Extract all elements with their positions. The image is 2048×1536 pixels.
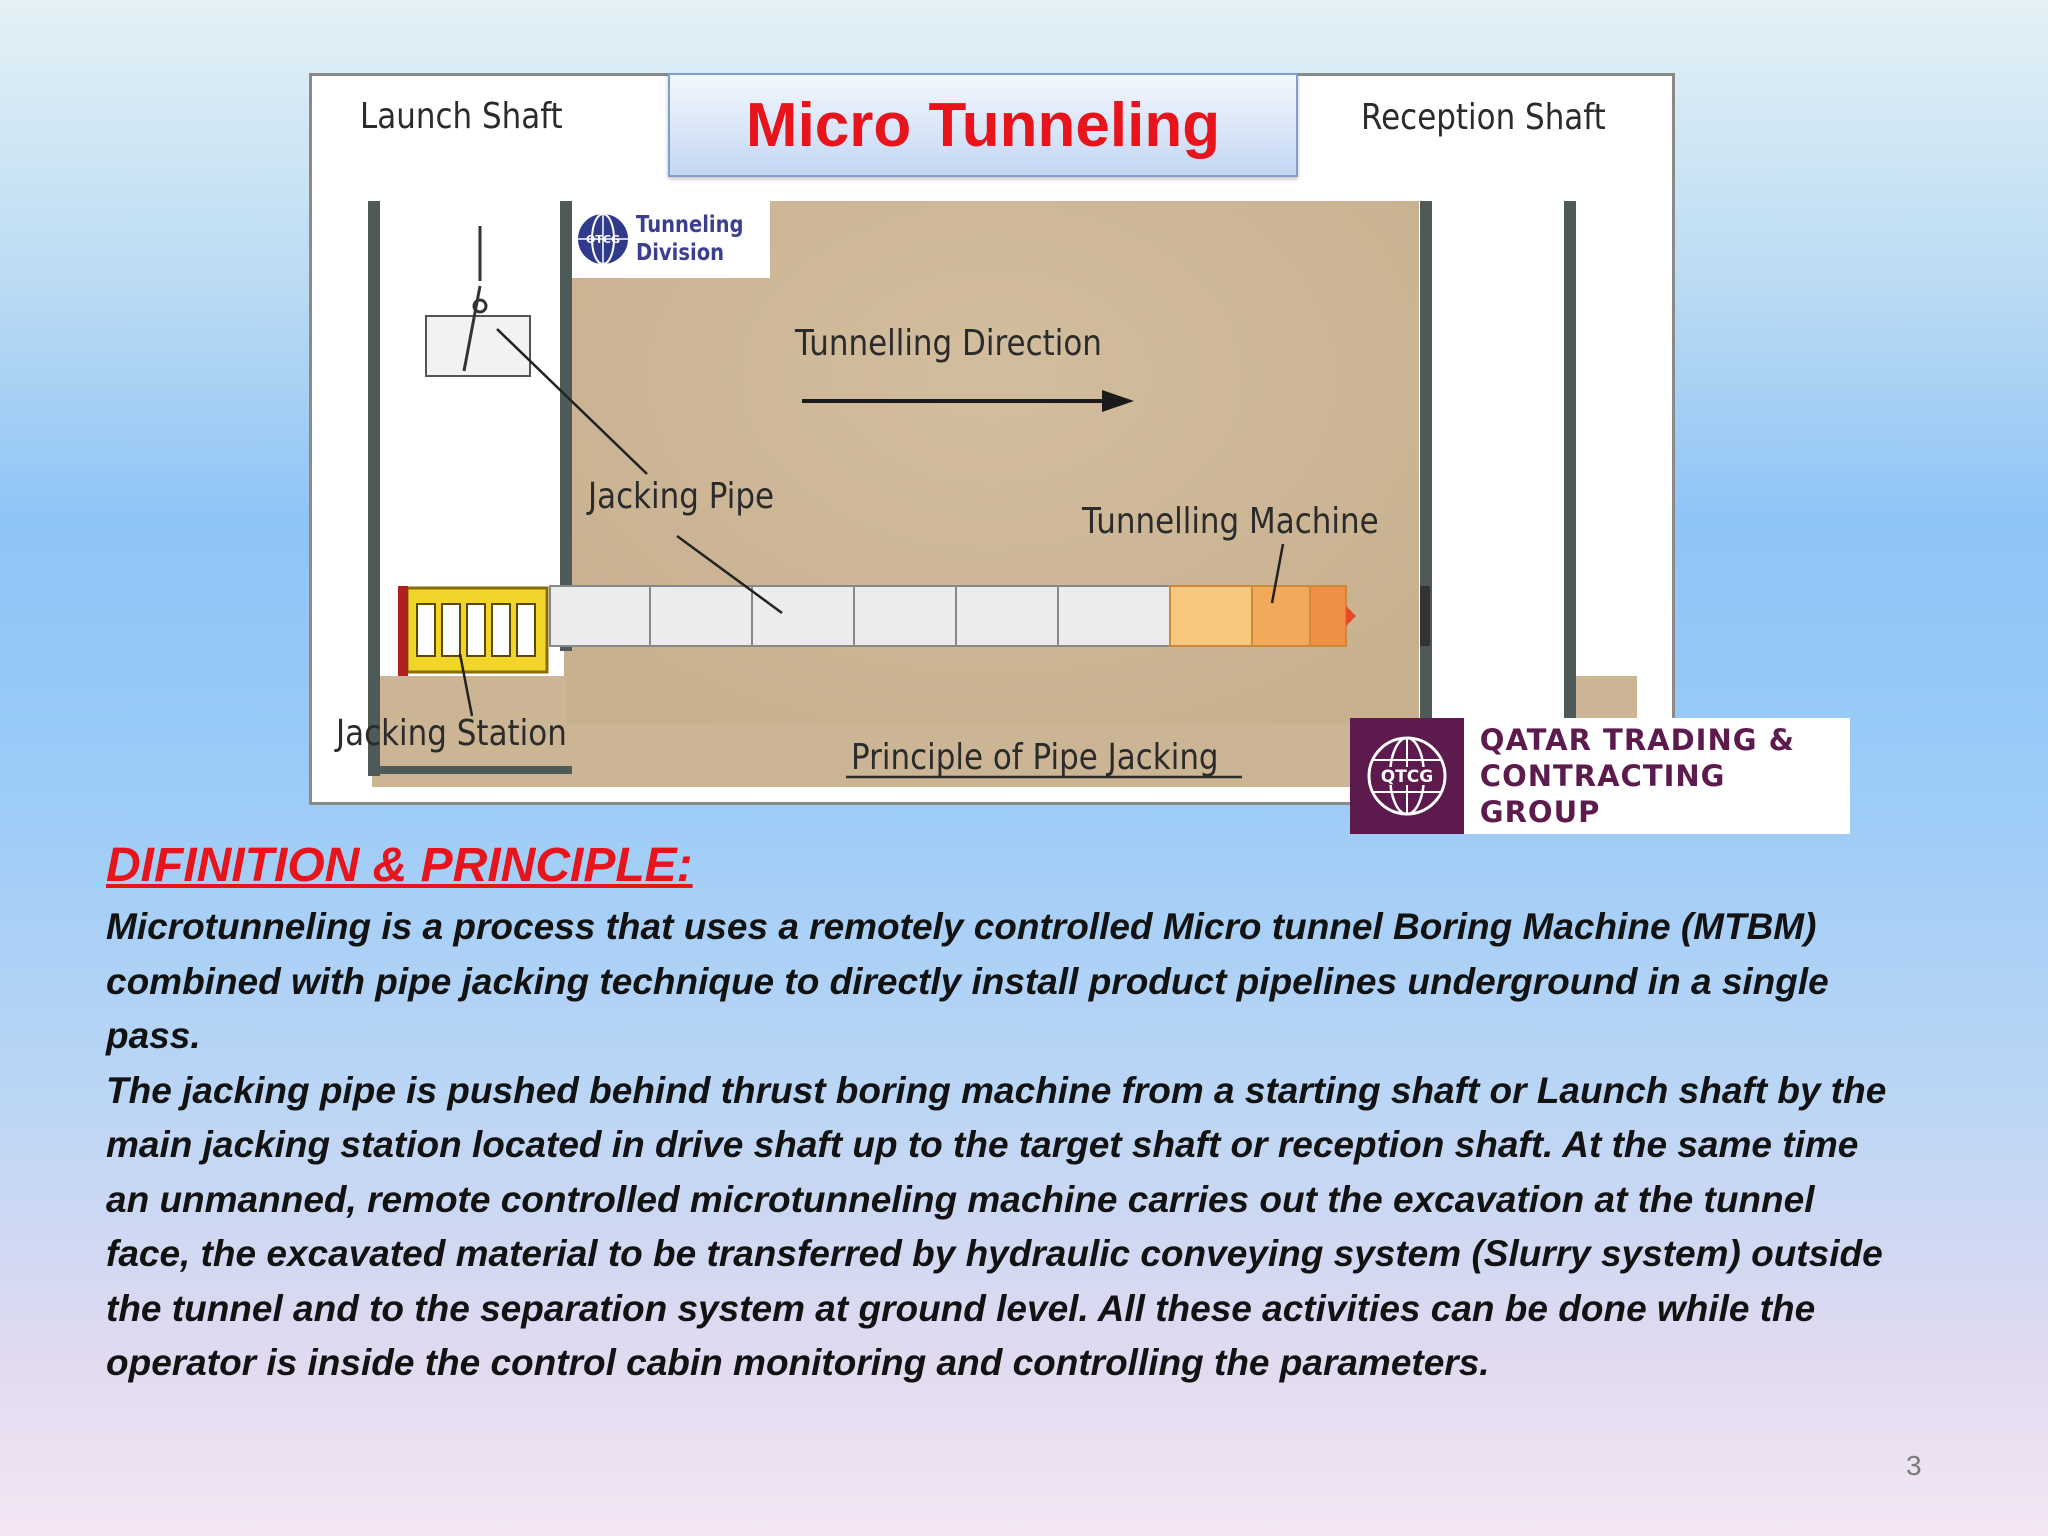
slide-title-box bbox=[668, 73, 1298, 177]
company-logo-line1: QATAR TRADING & bbox=[1479, 723, 1795, 757]
definition-heading: DIFINITION & PRINCIPLE: bbox=[106, 839, 693, 892]
pipe-jacking-diagram bbox=[309, 73, 1675, 805]
diagram-caption: Principle of Pipe Jacking bbox=[851, 737, 1219, 778]
definition-body bbox=[106, 900, 1906, 1391]
company-logo-square bbox=[1350, 718, 1464, 834]
division-logo-line2: Division bbox=[636, 240, 725, 266]
jacking-station-label: Jacking Station bbox=[336, 713, 567, 754]
division-logo-globe-text: QTCG bbox=[586, 233, 620, 246]
company-logo-line2: CONTRACTING GROUP bbox=[1479, 759, 1726, 829]
company-logo bbox=[1350, 718, 1850, 834]
tunnelling-machine bbox=[1170, 586, 1356, 646]
reception-shaft-label: Reception Shaft bbox=[1361, 97, 1606, 138]
company-logo-text bbox=[1480, 722, 1850, 830]
reception-shaft-right-wall bbox=[1564, 201, 1576, 776]
launch-shaft-label: Launch Shaft bbox=[360, 96, 563, 137]
definition-paragraph-1: Microtunneling is a process that uses a remotely controlled Micro tunnel Boring Machine (MTBM) combined with pipe jacking technique to directly install product pipelines underground in a single pass. bbox=[106, 906, 1829, 1056]
division-logo-text bbox=[636, 211, 744, 267]
definition-paragraph-2: The jacking pipe is pushed behind thrust boring machine from a starting shaft or Launch shaft by the main jacking station located in drive shaft up to the target shaft or reception shaft. At the same time an unmanned, remote controlled microtunneling machine carries out the excavation at the tunnel face, the excavated material to be transferred by hydraulic conveying system (Slurry system) outside the tunnel and to the separation system at ground level. All these activities can be done while the operator is inside the control cabin monitoring and controlling the parameters. bbox=[106, 1069, 1887, 1383]
jacking-pipe-string bbox=[550, 586, 1170, 646]
launch-shaft-right-wall bbox=[560, 201, 572, 651]
globe-icon bbox=[576, 212, 630, 266]
division-logo-line1: Tunneling bbox=[636, 212, 744, 238]
slide-title: Micro Tunneling bbox=[745, 90, 1221, 160]
company-logo-globe-text: QTCG bbox=[1380, 767, 1434, 787]
tunneling-division-logo bbox=[572, 200, 770, 278]
tunnelling-machine-label: Tunnelling Machine bbox=[1082, 501, 1379, 542]
globe-icon bbox=[1365, 734, 1449, 818]
jacking-pipe-label: Jacking Pipe bbox=[588, 476, 775, 517]
pipe-jacking-illustration bbox=[312, 76, 1678, 808]
reception-shaft-left-wall bbox=[1420, 201, 1432, 776]
launch-shaft-left-wall bbox=[368, 201, 380, 776]
page-number: 3 bbox=[1906, 1450, 1922, 1481]
tunnelling-direction-label: Tunnelling Direction bbox=[795, 323, 1102, 364]
